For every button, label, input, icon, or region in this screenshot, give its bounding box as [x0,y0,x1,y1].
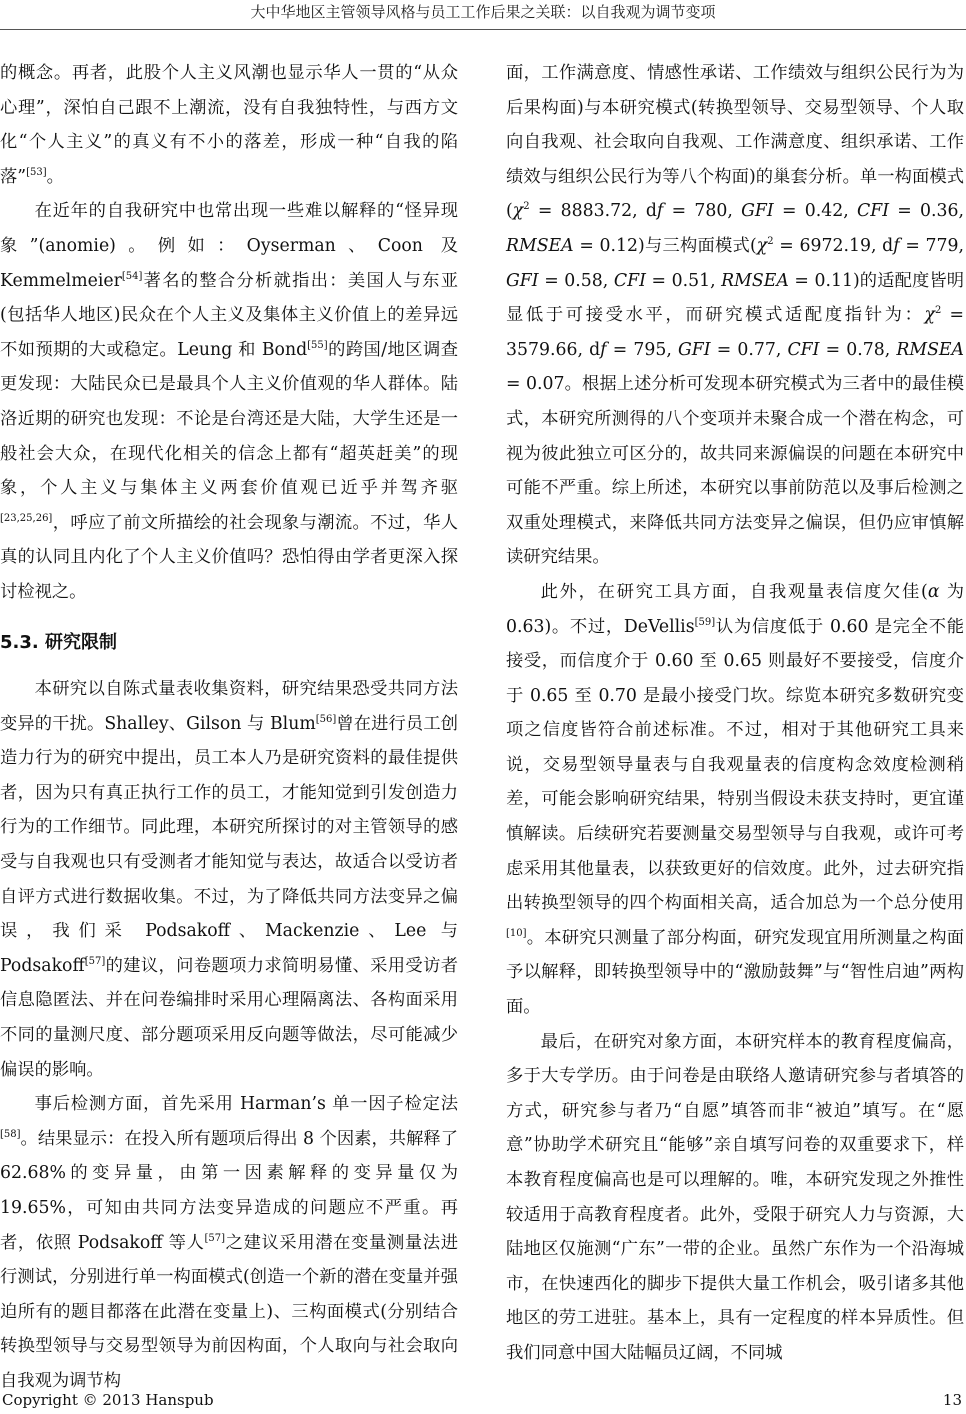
citation: [59] [694,616,716,628]
paragraph: 在近年的自我研究中也常出现一些难以解释的“怪异现象”(anomie)。例如：Oyserman、Coon 及 Kemmelmeier[54]著名的整合分析就指出：美国人与东亚(包括华人地区)民众在个人主义及集体主义价值上的差异远不如预期的大或稳定。Leung 和 Bond[55]的跨国/地区调查更发现：大陆民众已是最具个人主义价值观的华人群体。陆洛近期的研究也发现：不论是台湾还是大陆，大学生还是一般社会大众，在现代化相关的信念上都有“超英赶美”的现象，个人主义与集体主义两套价值观已近乎并驾齐驱[23,25,26]，呼应了前文所描绘的社会现象与潮流。不过，华人真的认同且内化了个人主义价值吗？恐怕得由学者更深入探讨检视之。 [0,201,458,602]
paragraph: 的概念。再者，此股个人主义风潮也显示华人一贯的“从众心理”，深怕自己跟不上潮流，没有自我独特性，与西方文化“个人主义”的真义有不小的落差，形成一种“自我的陷落”[53]。 [0,63,458,187]
citation: [10] [506,928,527,940]
citation: [53] [26,167,47,179]
paragraph: 面，工作满意度、情感性承诺、工作绩效与组织公民行为为后果构面)与本研究模式(转换型领导、交易型领导、个人取向自我观、社会取向自我观、工作满意度、组织承诺、工作绩效与组织公民行为等八个构面)的巢套分析。单一构面模式($\chi^2 = 8883.72$, df = 780, GFI = 0.42, CFI = 0.36, RMSEA = 0.12)与三构面模式($\chi^2 = 6972.19$, df = 779, GFI = 0.58, CFI = 0.51, RMSEA = 0.11)的适配度皆明显低于可接受水平，而研究模式适配度指针为：$\chi^2 = 3579.66$, df = 795, GFI = 0.77, CFI = 0.78, RMSEA = 0.07。根据上述分析可发现本研究模式为三者中的最佳模式，本研究所测得的八个变项并未聚合成一个潜在构念，可视为彼此独立可区分的，故共同来源偏误的问题在本研究中可能不严重。综上所述，本研究以事前防范以及事后检测之双重处理模式，来降低共同方法变异之偏误，但仍应审慎解读研究结果。 [506,63,965,568]
right-column [506,56,964,1371]
copyright-notice: Copyright © 2013 Hanspub [2,1391,214,1409]
header-rule [0,29,966,30]
paragraph: 事后检测方面，首先采用 Harman’s 单一因子检定法[58]。结果显示：在投入所有题项后得出 8 个因素，共解释了 62.68%的变异量，由第一因素解释的变异量仅为 19.65%，可知由共同方法变异造成的问题应不严重。再者，依照 Podsakoff 等人[57]之建议采用潜在变量测量法进行测试，分别进行单一构面模式(创造一个新的潜在变量并强迫所有的题目都落在此潜在变量上)、三构面模式(分别结合转换型领导与交易型领导为前因构面，个人取向与社会取向自我观为调节构 [0,1094,458,1391]
citation: [55] [307,339,328,351]
running-header: 大中华地区主管领导风格与员工工作后果之关联：以自我观为调节变项 [250,3,716,21]
paragraph: 本研究以自陈式量表收集资料，研究结果恐受共同方法变异的干扰。Shalley、Gilson 与 Blum[56]曾在进行员工创造力行为的研究中提出，员工本人乃是研究资料的最佳提供者，因为只有真正执行工作的员工，才能知觉到引发创造力行为的工作细节。同此理，本研究所探讨的对主管领导的感受与自我观也只有受测者才能知觉与表达，故适合以受访者自评方式进行数据收集。不过，为了降低共同方法变异之偏误，我们采 Podsakoff、Mackenzie、Lee 与 Podsakoff[57]的建议，问卷题项力求简明易懂、采用受访者信息隐匿法、并在问卷编排时采用心理隔离法、各构面采用不同的量测尺度、部分题项采用反向题等做法，尽可能减少偏误的影响。 [0,679,458,1080]
page-footer [0,1388,966,1412]
citation: [57] [204,1232,226,1244]
paragraph: 此外，在研究工具方面，自我观量表信度欠佳(α 为 0.63)。不过，DeVellis[59]认为信度低于 0.60 是完全不能接受，而信度介于 0.60 至 0.65 则最好不要接受，信度介于 0.65 至 0.70 是最小接受门坎。综览本研究多数研究变项之信度皆符合前述标准。不过，相对于其他研究工具来说，交易型领导量表与自我观量表的信度构念效度检测稍差，可能会影响研究结果，特别当假设未获支持时，更宜谨慎解读。后续研究若要测量交易型领导与自我观，或许可考虑采用其他量表，以获致更好的信效度。此外，过去研究指出转换型领导的四个构面相关高，适合加总为一个总分使用[10]。本研究只测量了部分构面，研究发现宜用所测量之构面予以解释，即转换型领导中的“激励鼓舞”与“智性启迪”两构面。 [506,581,965,1018]
page-number: 13 [942,1391,962,1409]
citation: [56] [315,713,337,725]
citation: [54] [121,270,143,282]
section-heading: 5.3. 研究限制 [0,631,117,653]
left-column [0,56,458,1399]
citation: [58] [0,1129,21,1141]
paragraph: 最后，在研究对象方面，本研究样本的教育程度偏高，多于大专学历。由于问卷是由联络人邀请研究参与者填答的方式，研究参与者乃“自愿”填答而非“被迫”填写。在“愿意”协助学术研究且“能够”亲自填写问卷的双重要求下，样本教育程度偏高也是可以理解的。唯，本研究发现之外推性较适用于高教育程度者。此外，受限于研究人力与资源，大陆地区仅施测“广东”一带的企业。虽然广东作为一个沿海城市，在快速西化的脚步下提供大量工作机会，吸引诸多其他地区的劳工进驻。基本上，具有一定程度的样本异质性。但我们同意中国大陆幅员辽阔，不同城 [506,1031,964,1363]
citation: [23,25,26] [0,512,53,524]
citation: [57] [84,956,106,968]
